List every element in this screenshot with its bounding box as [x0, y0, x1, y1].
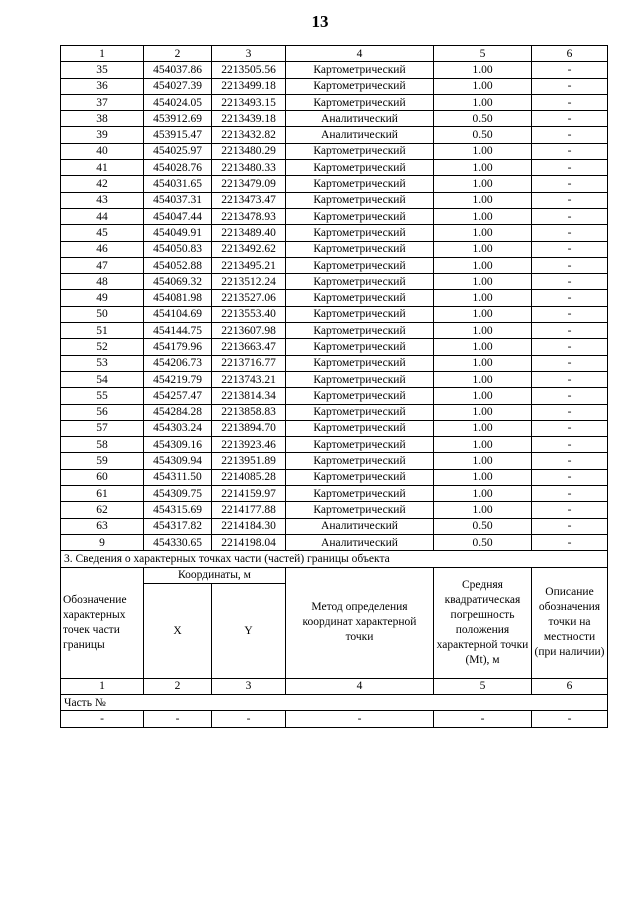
- x-coordinate-cell: 454315.69: [144, 502, 212, 518]
- y-coordinate-cell: 2213495.21: [212, 257, 286, 273]
- accuracy-cell: 0.50: [434, 534, 532, 550]
- point-number-cell: 43: [61, 192, 144, 208]
- accuracy-cell: 1.00: [434, 486, 532, 502]
- section-header-row: [61, 567, 608, 583]
- empty-cell: -: [212, 711, 286, 727]
- x-coordinate-cell: 454031.65: [144, 176, 212, 192]
- description-cell: -: [532, 518, 608, 534]
- y-coordinate-cell: 2213493.15: [212, 94, 286, 110]
- x-column-header: X: [144, 583, 212, 678]
- point-number-cell: 53: [61, 355, 144, 371]
- empty-cell: -: [434, 711, 532, 727]
- number-cell: 6: [532, 678, 608, 694]
- table-row: [61, 192, 608, 208]
- accuracy-cell: 1.00: [434, 257, 532, 273]
- description-cell: -: [532, 420, 608, 436]
- accuracy-cell: 1.00: [434, 371, 532, 387]
- point-number-cell: 39: [61, 127, 144, 143]
- accuracy-cell: 1.00: [434, 502, 532, 518]
- method-cell: Картометрический: [286, 176, 434, 192]
- y-coordinate-cell: 2213480.33: [212, 160, 286, 176]
- method-cell: Аналитический: [286, 518, 434, 534]
- accuracy-cell: 1.00: [434, 453, 532, 469]
- points-column-header: Обозначение характерных точек части границы: [61, 567, 144, 678]
- section-number-row: [61, 678, 608, 694]
- y-coordinate-cell: 2213743.21: [212, 371, 286, 387]
- accuracy-cell: 1.00: [434, 420, 532, 436]
- accuracy-cell: 1.00: [434, 290, 532, 306]
- accuracy-cell: 1.00: [434, 78, 532, 94]
- accuracy-cell: 1.00: [434, 143, 532, 159]
- section-title-row: [61, 551, 608, 567]
- y-coordinate-cell: 2213479.09: [212, 176, 286, 192]
- point-number-cell: 46: [61, 241, 144, 257]
- point-number-cell: 41: [61, 160, 144, 176]
- description-cell: -: [532, 143, 608, 159]
- method-cell: Аналитический: [286, 127, 434, 143]
- part-label-row: [61, 695, 608, 711]
- method-cell: Картометрический: [286, 192, 434, 208]
- description-cell: -: [532, 355, 608, 371]
- description-cell: -: [532, 192, 608, 208]
- table-row: [61, 62, 608, 78]
- point-number-cell: 52: [61, 339, 144, 355]
- y-coordinate-cell: 2214177.88: [212, 502, 286, 518]
- x-coordinate-cell: 454317.82: [144, 518, 212, 534]
- y-coordinate-cell: 2214085.28: [212, 469, 286, 485]
- description-cell: -: [532, 437, 608, 453]
- accuracy-cell: 1.00: [434, 323, 532, 339]
- y-coordinate-cell: 2213489.40: [212, 225, 286, 241]
- point-number-cell: 59: [61, 453, 144, 469]
- y-coordinate-cell: 2213499.18: [212, 78, 286, 94]
- method-cell: Картометрический: [286, 469, 434, 485]
- header-cell: 4: [286, 46, 434, 62]
- point-number-cell: 62: [61, 502, 144, 518]
- header-cell: 1: [61, 46, 144, 62]
- point-number-cell: 60: [61, 469, 144, 485]
- table-row: [61, 306, 608, 322]
- table-row: [61, 534, 608, 550]
- description-cell: -: [532, 290, 608, 306]
- method-cell: Картометрический: [286, 339, 434, 355]
- description-cell: -: [532, 208, 608, 224]
- accuracy-cell: 1.00: [434, 160, 532, 176]
- accuracy-column-header: Средняя квадратическая погрешность положения характерной точки (Мt), м: [434, 567, 532, 678]
- accuracy-cell: 0.50: [434, 127, 532, 143]
- x-coordinate-cell: 454028.76: [144, 160, 212, 176]
- point-number-cell: 49: [61, 290, 144, 306]
- number-cell: 1: [61, 678, 144, 694]
- description-cell: -: [532, 453, 608, 469]
- x-coordinate-cell: 453912.69: [144, 111, 212, 127]
- table-row: [61, 160, 608, 176]
- description-cell: -: [532, 339, 608, 355]
- x-coordinate-cell: 454144.75: [144, 323, 212, 339]
- point-number-cell: 61: [61, 486, 144, 502]
- method-cell: Картометрический: [286, 323, 434, 339]
- table-row: [61, 111, 608, 127]
- x-coordinate-cell: 454219.79: [144, 371, 212, 387]
- method-cell: Картометрический: [286, 502, 434, 518]
- y-coordinate-cell: 2213951.89: [212, 453, 286, 469]
- description-cell: -: [532, 274, 608, 290]
- point-number-cell: 35: [61, 62, 144, 78]
- point-number-cell: 56: [61, 404, 144, 420]
- accuracy-cell: 1.00: [434, 94, 532, 110]
- method-cell: Картометрический: [286, 453, 434, 469]
- x-coordinate-cell: 454309.16: [144, 437, 212, 453]
- table-row: [61, 420, 608, 436]
- header-cell: 3: [212, 46, 286, 62]
- description-cell: -: [532, 127, 608, 143]
- method-cell: Картометрический: [286, 78, 434, 94]
- y-coordinate-cell: 2213505.56: [212, 62, 286, 78]
- x-coordinate-cell: 454309.94: [144, 453, 212, 469]
- description-cell: -: [532, 241, 608, 257]
- table-row: [61, 339, 608, 355]
- point-number-cell: 57: [61, 420, 144, 436]
- accuracy-cell: 1.00: [434, 192, 532, 208]
- y-coordinate-cell: 2213923.46: [212, 437, 286, 453]
- accuracy-cell: 1.00: [434, 388, 532, 404]
- description-cell: -: [532, 94, 608, 110]
- table-row: [61, 437, 608, 453]
- x-coordinate-cell: 454069.32: [144, 274, 212, 290]
- point-number-cell: 47: [61, 257, 144, 273]
- point-number-cell: 50: [61, 306, 144, 322]
- y-coordinate-cell: 2213607.98: [212, 323, 286, 339]
- method-column-header: Метод определения координат характерной точки: [286, 567, 434, 678]
- description-cell: -: [532, 502, 608, 518]
- point-number-cell: 9: [61, 534, 144, 550]
- header-cell: 5: [434, 46, 532, 62]
- x-coordinate-cell: 454037.31: [144, 192, 212, 208]
- y-coordinate-cell: 2213858.83: [212, 404, 286, 420]
- description-cell: -: [532, 388, 608, 404]
- accuracy-cell: 1.00: [434, 62, 532, 78]
- method-cell: Картометрический: [286, 94, 434, 110]
- table-row: [61, 469, 608, 485]
- page-number: 13: [311, 12, 329, 31]
- method-cell: Картометрический: [286, 290, 434, 306]
- y-coordinate-cell: 2213473.47: [212, 192, 286, 208]
- point-number-cell: 44: [61, 208, 144, 224]
- method-cell: Картометрический: [286, 420, 434, 436]
- table-row: [61, 371, 608, 387]
- table-row: [61, 78, 608, 94]
- method-cell: Картометрический: [286, 62, 434, 78]
- description-cell: -: [532, 486, 608, 502]
- header-row: [61, 46, 608, 62]
- method-cell: Картометрический: [286, 160, 434, 176]
- y-coordinate-cell: 2213553.40: [212, 306, 286, 322]
- y-coordinate-cell: 2213478.93: [212, 208, 286, 224]
- section-title: 3. Сведения о характерных точках части (частей) границы объекта: [61, 551, 608, 567]
- number-cell: 2: [144, 678, 212, 694]
- description-column-header: Описание обозначения точки на местности (при наличии): [532, 567, 608, 678]
- accuracy-cell: 1.00: [434, 306, 532, 322]
- y-coordinate-cell: 2213716.77: [212, 355, 286, 371]
- point-number-cell: 63: [61, 518, 144, 534]
- empty-cell: -: [286, 711, 434, 727]
- point-number-cell: 37: [61, 94, 144, 110]
- table-row: [61, 518, 608, 534]
- table-row: [61, 274, 608, 290]
- y-coordinate-cell: 2213512.24: [212, 274, 286, 290]
- description-cell: -: [532, 111, 608, 127]
- x-coordinate-cell: 454284.28: [144, 404, 212, 420]
- point-number-cell: 42: [61, 176, 144, 192]
- table-row: [61, 143, 608, 159]
- x-coordinate-cell: 454257.47: [144, 388, 212, 404]
- description-cell: -: [532, 323, 608, 339]
- point-number-cell: 55: [61, 388, 144, 404]
- method-cell: Картометрический: [286, 306, 434, 322]
- table-row: [61, 453, 608, 469]
- number-cell: 5: [434, 678, 532, 694]
- y-coordinate-cell: 2213663.47: [212, 339, 286, 355]
- accuracy-cell: 0.50: [434, 111, 532, 127]
- method-cell: Картометрический: [286, 257, 434, 273]
- point-number-cell: 58: [61, 437, 144, 453]
- description-cell: -: [532, 371, 608, 387]
- point-number-cell: 40: [61, 143, 144, 159]
- coordinates-table: [60, 45, 608, 728]
- accuracy-cell: 1.00: [434, 176, 532, 192]
- method-cell: Аналитический: [286, 534, 434, 550]
- method-cell: Картометрический: [286, 274, 434, 290]
- coordinates-column-header: Координаты, м: [144, 567, 286, 583]
- x-coordinate-cell: 454024.05: [144, 94, 212, 110]
- description-cell: -: [532, 78, 608, 94]
- description-cell: -: [532, 160, 608, 176]
- accuracy-cell: 0.50: [434, 518, 532, 534]
- method-cell: Картометрический: [286, 437, 434, 453]
- point-number-cell: 38: [61, 111, 144, 127]
- method-cell: Картометрический: [286, 388, 434, 404]
- x-coordinate-cell: 454025.97: [144, 143, 212, 159]
- point-number-cell: 51: [61, 323, 144, 339]
- description-cell: -: [532, 306, 608, 322]
- table-row: [61, 225, 608, 241]
- x-coordinate-cell: 454330.65: [144, 534, 212, 550]
- point-number-cell: 45: [61, 225, 144, 241]
- x-coordinate-cell: 454179.96: [144, 339, 212, 355]
- x-coordinate-cell: 454303.24: [144, 420, 212, 436]
- header-cell: 2: [144, 46, 212, 62]
- point-number-cell: 54: [61, 371, 144, 387]
- number-cell: 3: [212, 678, 286, 694]
- y-coordinate-cell: 2213527.06: [212, 290, 286, 306]
- method-cell: Картометрический: [286, 225, 434, 241]
- table-row: [61, 208, 608, 224]
- method-cell: Картометрический: [286, 355, 434, 371]
- table-row: [61, 290, 608, 306]
- x-coordinate-cell: 454309.75: [144, 486, 212, 502]
- description-cell: -: [532, 404, 608, 420]
- table-row: [61, 355, 608, 371]
- y-coordinate-cell: 2214159.97: [212, 486, 286, 502]
- header-cell: 6: [532, 46, 608, 62]
- accuracy-cell: 1.00: [434, 208, 532, 224]
- x-coordinate-cell: 454206.73: [144, 355, 212, 371]
- y-coordinate-cell: 2213432.82: [212, 127, 286, 143]
- accuracy-cell: 1.00: [434, 339, 532, 355]
- empty-cell: -: [532, 711, 608, 727]
- x-coordinate-cell: 454081.98: [144, 290, 212, 306]
- x-coordinate-cell: 454052.88: [144, 257, 212, 273]
- table-row: [61, 323, 608, 339]
- x-coordinate-cell: 454047.44: [144, 208, 212, 224]
- table-row: [61, 388, 608, 404]
- method-cell: Картометрический: [286, 143, 434, 159]
- method-cell: Картометрический: [286, 371, 434, 387]
- description-cell: -: [532, 176, 608, 192]
- empty-cell: -: [61, 711, 144, 727]
- method-cell: Аналитический: [286, 111, 434, 127]
- table-row: [61, 257, 608, 273]
- method-cell: Картометрический: [286, 241, 434, 257]
- x-coordinate-cell: 454050.83: [144, 241, 212, 257]
- point-number-cell: 48: [61, 274, 144, 290]
- empty-cell: -: [144, 711, 212, 727]
- table-row: [61, 404, 608, 420]
- accuracy-cell: 1.00: [434, 469, 532, 485]
- empty-data-row: [61, 711, 608, 727]
- x-coordinate-cell: 454037.86: [144, 62, 212, 78]
- method-cell: Картометрический: [286, 208, 434, 224]
- table-row: [61, 241, 608, 257]
- x-coordinate-cell: 454311.50: [144, 469, 212, 485]
- table-row: [61, 502, 608, 518]
- y-coordinate-cell: 2214184.30: [212, 518, 286, 534]
- description-cell: -: [532, 469, 608, 485]
- x-coordinate-cell: 454027.39: [144, 78, 212, 94]
- table-row: [61, 176, 608, 192]
- description-cell: -: [532, 534, 608, 550]
- x-coordinate-cell: 454049.91: [144, 225, 212, 241]
- y-coordinate-cell: 2214198.04: [212, 534, 286, 550]
- x-coordinate-cell: 454104.69: [144, 306, 212, 322]
- part-label: Часть №: [61, 695, 608, 711]
- accuracy-cell: 1.00: [434, 404, 532, 420]
- y-coordinate-cell: 2213480.29: [212, 143, 286, 159]
- table-row: [61, 94, 608, 110]
- y-column-header: Y: [212, 583, 286, 678]
- point-number-cell: 36: [61, 78, 144, 94]
- x-coordinate-cell: 453915.47: [144, 127, 212, 143]
- accuracy-cell: 1.00: [434, 437, 532, 453]
- y-coordinate-cell: 2213894.70: [212, 420, 286, 436]
- accuracy-cell: 1.00: [434, 225, 532, 241]
- description-cell: -: [532, 62, 608, 78]
- method-cell: Картометрический: [286, 486, 434, 502]
- accuracy-cell: 1.00: [434, 274, 532, 290]
- description-cell: -: [532, 257, 608, 273]
- accuracy-cell: 1.00: [434, 355, 532, 371]
- description-cell: -: [532, 225, 608, 241]
- y-coordinate-cell: 2213492.62: [212, 241, 286, 257]
- method-cell: Картометрический: [286, 404, 434, 420]
- table-row: [61, 486, 608, 502]
- accuracy-cell: 1.00: [434, 241, 532, 257]
- number-cell: 4: [286, 678, 434, 694]
- y-coordinate-cell: 2213439.18: [212, 111, 286, 127]
- y-coordinate-cell: 2213814.34: [212, 388, 286, 404]
- table-row: [61, 127, 608, 143]
